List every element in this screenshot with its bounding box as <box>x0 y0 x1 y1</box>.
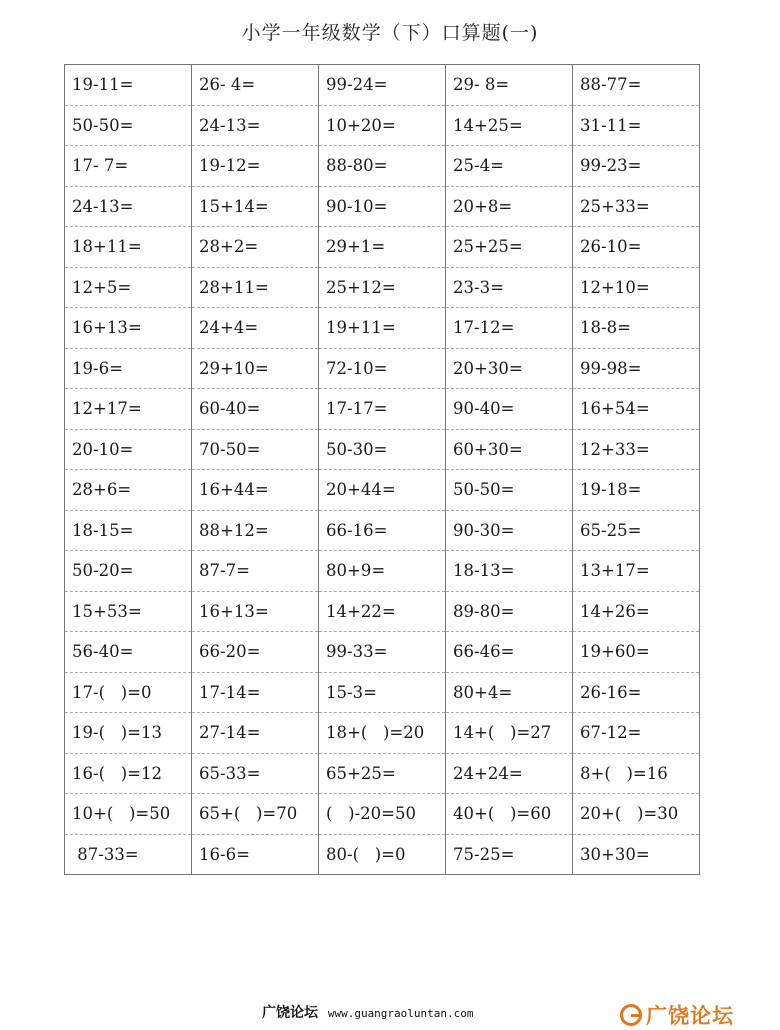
footer-site-url[interactable]: www.guangraoluntan.com <box>327 1007 474 1020</box>
problem-cell: 24+24= <box>446 753 573 794</box>
problem-cell: 28+2= <box>192 227 319 268</box>
problem-cell: 70-50= <box>192 429 319 470</box>
problem-cell: 75-25= <box>446 834 573 875</box>
problem-cell: 25+33= <box>573 186 700 227</box>
problem-cell: 15+53= <box>65 591 192 632</box>
table-row <box>65 105 700 146</box>
problem-cell: 10+( )=50 <box>65 794 192 835</box>
table-row <box>65 186 700 227</box>
problem-cell: 14+26= <box>573 591 700 632</box>
table-row <box>65 672 700 713</box>
table-row <box>65 591 700 632</box>
problem-cell: 65-33= <box>192 753 319 794</box>
problem-cell: 15+14= <box>192 186 319 227</box>
problem-cell: 80+9= <box>319 551 446 592</box>
table-row <box>65 146 700 187</box>
problem-cell: 26-16= <box>573 672 700 713</box>
problem-cell: 12+33= <box>573 429 700 470</box>
problem-cell: 19-6= <box>65 348 192 389</box>
table-row <box>65 65 700 106</box>
problem-cell: 16+54= <box>573 389 700 430</box>
problem-cell: 19-12= <box>192 146 319 187</box>
problem-cell: 18-8= <box>573 308 700 349</box>
table-row <box>65 429 700 470</box>
problem-cell: 16-( )=12 <box>65 753 192 794</box>
problem-cell: 28+11= <box>192 267 319 308</box>
problem-cell: 99-98= <box>573 348 700 389</box>
problem-cell: 19-( )=13 <box>65 713 192 754</box>
problem-cell: 89-80= <box>446 591 573 632</box>
problem-cell: 16+13= <box>65 308 192 349</box>
table-row <box>65 794 700 835</box>
problem-cell: 16-6= <box>192 834 319 875</box>
problem-cell: 25+12= <box>319 267 446 308</box>
table-row <box>65 348 700 389</box>
problem-cell: 10+20= <box>319 105 446 146</box>
problem-cell: 17-17= <box>319 389 446 430</box>
table-row <box>65 267 700 308</box>
problem-cell: 80+4= <box>446 672 573 713</box>
problem-cell: 66-16= <box>319 510 446 551</box>
problem-cell: 50-50= <box>65 105 192 146</box>
problem-cell: 60+30= <box>446 429 573 470</box>
problem-cell: 67-12= <box>573 713 700 754</box>
problem-cell: 28+6= <box>65 470 192 511</box>
logo-text: 广饶论坛 <box>646 1004 734 1028</box>
problem-cell: 20-10= <box>65 429 192 470</box>
table-row <box>65 834 700 875</box>
problem-cell: 17-14= <box>192 672 319 713</box>
problem-cell: 88-80= <box>319 146 446 187</box>
problem-cell: 40+( )=60 <box>446 794 573 835</box>
problem-cell: 24+4= <box>192 308 319 349</box>
problem-cell: 19+11= <box>319 308 446 349</box>
site-logo <box>620 1000 734 1030</box>
problem-cell: 31-11= <box>573 105 700 146</box>
problem-cell: 25+25= <box>446 227 573 268</box>
problem-cell: 18-15= <box>65 510 192 551</box>
problem-cell: 19+60= <box>573 632 700 673</box>
problem-cell: 65+25= <box>319 753 446 794</box>
problem-cell: 26-10= <box>573 227 700 268</box>
problem-cell: 20+( )=30 <box>573 794 700 835</box>
problem-cell: ( )-20=50 <box>319 794 446 835</box>
problem-cell: 12+10= <box>573 267 700 308</box>
logo-g-icon <box>620 1004 642 1026</box>
problem-cell: 50-30= <box>319 429 446 470</box>
problem-cell: 23-3= <box>446 267 573 308</box>
problem-cell: 19-18= <box>573 470 700 511</box>
problem-cell: 90-40= <box>446 389 573 430</box>
footer-site-name: 广饶论坛 <box>262 1005 318 1021</box>
problem-cell: 88+12= <box>192 510 319 551</box>
problem-cell: 29+1= <box>319 227 446 268</box>
problem-cell: 27-14= <box>192 713 319 754</box>
table-row <box>65 470 700 511</box>
problem-cell: 14+25= <box>446 105 573 146</box>
problem-cell: 20+30= <box>446 348 573 389</box>
problem-cell: 65-25= <box>573 510 700 551</box>
problem-cell: 20+44= <box>319 470 446 511</box>
problem-cell: 72-10= <box>319 348 446 389</box>
table-row <box>65 308 700 349</box>
problem-cell: 88-77= <box>573 65 700 106</box>
problem-cell: 15-3= <box>319 672 446 713</box>
problem-cell: 19-11= <box>65 65 192 106</box>
problem-cell: 24-13= <box>192 105 319 146</box>
problem-cell: 99-33= <box>319 632 446 673</box>
problem-cell: 66-46= <box>446 632 573 673</box>
problem-cell: 90-10= <box>319 186 446 227</box>
problem-cell: 80-( )=0 <box>319 834 446 875</box>
problem-cell: 16+13= <box>192 591 319 632</box>
problem-cell: 25-4= <box>446 146 573 187</box>
problem-cell: 17-( )=0 <box>65 672 192 713</box>
problem-cell: 17-12= <box>446 308 573 349</box>
problem-cell: 87-33= <box>65 834 192 875</box>
problem-cell: 29- 8= <box>446 65 573 106</box>
problem-cell: 29+10= <box>192 348 319 389</box>
problem-cell: 18+11= <box>65 227 192 268</box>
problem-cell: 17- 7= <box>65 146 192 187</box>
problem-cell: 12+5= <box>65 267 192 308</box>
table-row <box>65 510 700 551</box>
footer <box>262 1002 474 1022</box>
table-row <box>65 713 700 754</box>
problem-cell: 90-30= <box>446 510 573 551</box>
table-row <box>65 551 700 592</box>
problem-cell: 65+( )=70 <box>192 794 319 835</box>
problem-cell: 20+8= <box>446 186 573 227</box>
problem-cell: 56-40= <box>65 632 192 673</box>
problem-cell: 87-7= <box>192 551 319 592</box>
table-row <box>65 632 700 673</box>
problem-cell: 66-20= <box>192 632 319 673</box>
arithmetic-table <box>64 64 700 875</box>
problem-cell: 14+22= <box>319 591 446 632</box>
problem-cell: 14+( )=27 <box>446 713 573 754</box>
table-row <box>65 227 700 268</box>
problem-cell: 30+30= <box>573 834 700 875</box>
problem-cell: 24-13= <box>65 186 192 227</box>
problem-cell: 18+( )=20 <box>319 713 446 754</box>
problem-cell: 13+17= <box>573 551 700 592</box>
problem-cell: 50-50= <box>446 470 573 511</box>
problem-cell: 99-24= <box>319 65 446 106</box>
problem-cell: 18-13= <box>446 551 573 592</box>
problem-cell: 16+44= <box>192 470 319 511</box>
table-row <box>65 389 700 430</box>
problem-cell: 60-40= <box>192 389 319 430</box>
problem-cell: 8+( )=16 <box>573 753 700 794</box>
problem-cell: 12+17= <box>65 389 192 430</box>
table-row <box>65 753 700 794</box>
problem-cell: 50-20= <box>65 551 192 592</box>
page-title: 小学一年级数学（下）口算题(一) <box>241 22 539 44</box>
problem-cell: 99-23= <box>573 146 700 187</box>
problem-cell: 26- 4= <box>192 65 319 106</box>
